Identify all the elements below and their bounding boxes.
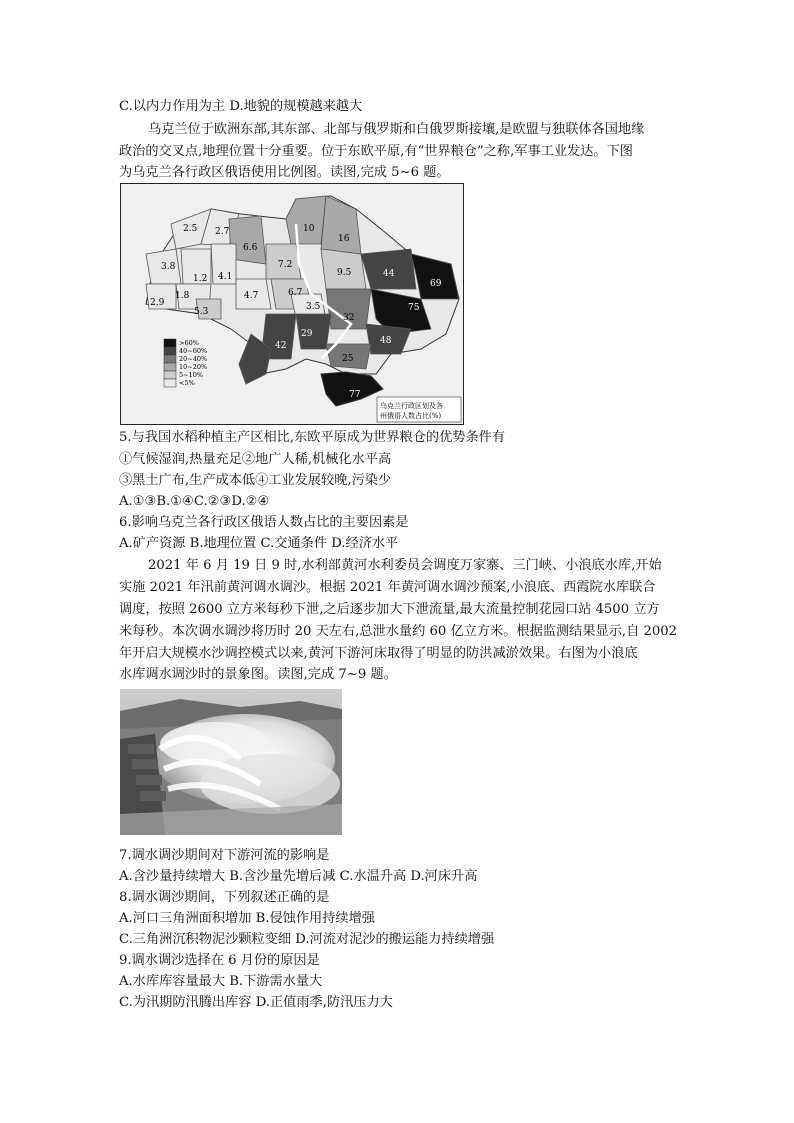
question-8-options-1: A.河口三角洲面积增加 B.侵蚀作用持续增强 — [119, 911, 375, 926]
map-region-label: 9.5 — [337, 268, 352, 278]
legend-label: 20~40% — [179, 355, 208, 363]
map-region-label: 6.6 — [243, 243, 258, 253]
question-5-options: A.①③B.①④C.②③D.②④ — [119, 494, 270, 509]
para-yellow-river-6: 水库调水调沙时的景象图。读图,完成 7~9 题。 — [119, 667, 397, 682]
para-yellow-river-5: 年开启大规模水沙调控模式以来,黄河下游河床取得了明显的防洪减淤效果。右图为小浪底 — [119, 646, 638, 661]
dam-photo-svg — [120, 689, 342, 835]
xiaolangdi-dam-photo — [120, 689, 342, 835]
map-region-label: 3.8 — [161, 262, 176, 272]
para-ukraine-1: 乌克兰位于欧洲东部,其东部、北部与俄罗斯和白俄罗斯接壤,是欧盟与独联体各国地缘 — [148, 122, 645, 137]
legend-label: 5~10% — [179, 371, 204, 379]
para-yellow-river-3: 调度，按照 2600 立方米每秒下泄,之后逐步加大下泄流量,最大流量控制花园口站 4500 立方 — [119, 602, 660, 617]
map-region-label: 2.5 — [183, 224, 198, 234]
para-yellow-river-2: 实施 2021 年汛前黄河调水调沙。根据 2021 年黄河调水调沙预案,小浪底、西霞院水库联合 — [119, 580, 656, 595]
line-option-cd: C.以内力作用为主 D.地貌的规模越来越大 — [119, 99, 363, 114]
question-8: 8.调水调沙期间，下列叙述正确的是 — [119, 890, 330, 905]
map-svg — [121, 184, 463, 424]
map-region-label: 48 — [380, 336, 392, 346]
question-9-options-1: A.水库库容量最大 B.下游需水量大 — [119, 974, 323, 989]
question-7-options: A.含沙量持续增大 B.含沙量先增后减 C.水温升高 D.河床升高 — [119, 869, 478, 884]
question-6-options: A.矿产资源 B.地理位置 C.交通条件 D.经济水平 — [119, 536, 399, 551]
legend-label: 40~60% — [179, 347, 208, 355]
map-caption: 乌克兰行政区划及各 — [380, 402, 443, 410]
map-region-label: 1.8 — [175, 291, 190, 301]
question-9: 9.调水调沙选择在 6 月份的原因是 — [119, 953, 320, 968]
question-5-statements-2: ③黑土广布,生产成本低④工业发展较晚,污染少 — [119, 473, 392, 488]
map-region-label: 5.3 — [194, 307, 209, 317]
question-5-statements-1: ①气候湿润,热量充足②地广人稀,机械化水平高 — [119, 452, 392, 467]
question-8-options-2: C.三角洲沉积物泥沙颗粒变细 D.河流对泥沙的搬运能力持续增强 — [119, 932, 495, 947]
map-region-label: 32 — [343, 313, 355, 323]
map-region-label: 4.1 — [218, 272, 233, 282]
question-5: 5.与我国水稻种植主产区相比,东欧平原成为世界粮仓的优势条件有 — [119, 430, 506, 445]
para-ukraine-3: 为乌克兰各行政区俄语使用比例图。读图,完成 5~6 题。 — [119, 165, 450, 180]
map-region-label: 42 — [275, 341, 287, 351]
map-region-label: 69 — [430, 279, 442, 289]
question-6: 6.影响乌克兰各行政区俄语人数占比的主要因素是 — [119, 515, 409, 530]
ukraine-russian-language-map — [120, 183, 464, 425]
map-region-label: 7.2 — [278, 260, 293, 270]
map-region-label: 44 — [383, 269, 395, 279]
map-region-label: 3.5 — [306, 302, 321, 312]
question-7: 7.调水调沙期间对下游河流的影响是 — [119, 848, 330, 863]
map-region-label: 10 — [303, 224, 315, 234]
map-region-label: 25 — [342, 354, 354, 364]
para-yellow-river-4: 米每秒。本次调水调沙将历时 20 天左右,总泄水量约 60 亿立方米。根据监测结果显示,自 2002 — [119, 624, 678, 639]
legend-label: >60% — [179, 339, 199, 347]
para-yellow-river-1: 2021 年 6 月 19 日 9 时,水利部黄河水利委员会调度万家寨、三门峡、小浪底水库,开始 — [148, 558, 662, 573]
map-region-label: 1.2 — [193, 274, 208, 284]
map-region-label: 2.7 — [215, 227, 230, 237]
para-ukraine-2: 政治的交叉点,地理位置十分重要。位于东欧平原,有“世界粮仓”之称,军事工业发达。下图 — [119, 144, 633, 159]
map-caption: 州俄语人数占比(%) — [380, 412, 442, 420]
map-region-label: 75 — [408, 303, 420, 313]
legend-label: <5% — [179, 379, 195, 387]
legend-label: 10~20% — [179, 363, 208, 371]
map-region-label: 29 — [301, 329, 313, 339]
question-9-options-2: C.为汛期防汛腾出库容 D.正值雨季,防汛压力大 — [119, 995, 393, 1010]
map-region-label: 2.9 — [150, 298, 165, 308]
map-region-label: 4.7 — [244, 291, 259, 301]
map-region-label: 77 — [349, 390, 361, 400]
map-region-label: 6.7 — [288, 288, 303, 298]
map-region-label: 16 — [338, 234, 350, 244]
